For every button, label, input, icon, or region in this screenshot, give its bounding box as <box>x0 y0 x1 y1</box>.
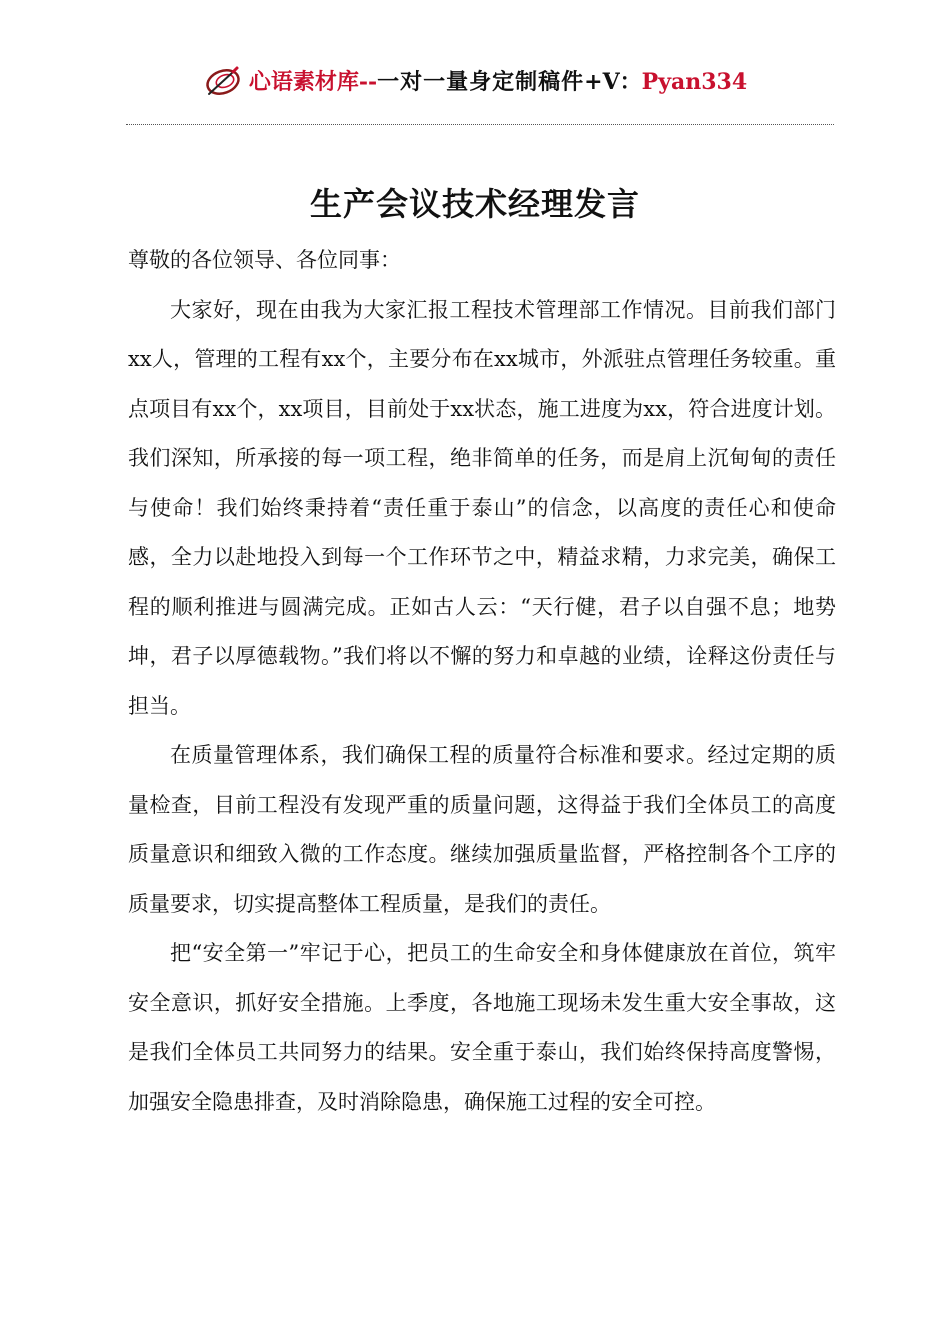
slogan: 一对一量身定制稿件 <box>377 69 585 95</box>
pen-swirl-icon <box>203 62 247 102</box>
salutation: 尊敬的各位领导、各位同事： <box>128 248 401 272</box>
header-text <box>249 62 747 102</box>
contact-id: Pyan334 <box>641 69 748 95</box>
page-header <box>0 62 950 102</box>
document-body <box>128 236 836 1127</box>
brand-dash: -- <box>358 69 378 95</box>
header-divider <box>126 124 834 125</box>
paragraph: 在质量管理体系，我们确保工程的质量符合标准和要求。经过定期的质量检查，目前工程没有发现严重的质量问题，这得益于我们全体员工的高度质量意识和细致入微的工作态度。继续加强质量监督，严格控制各个工序的质量要求，切实提高整体工程质量，是我们的责任。 <box>128 743 836 916</box>
brand-name: 心语素材库 <box>248 69 359 95</box>
paragraph: 把“安全第一”牢记于心，把员工的生命安全和身体健康放在首位，筑牢安全意识，抓好安全措施。上季度，各地施工现场未发生重大安全事故，这是我们全体员工共同努力的结果。安全重于泰山，我们始终保持高度警惕，加强安全隐患排查，及时消除隐患，确保施工过程的安全可控。 <box>128 941 836 1114</box>
paragraph: 大家好，现在由我为大家汇报工程技术管理部工作情况。目前我们部门xx人，管理的工程有xx个，主要分布在xx城市，外派驻点管理任务较重。重点项目有xx个，xx项目，目前处于xx状态，施工进度为xx，符合进度计划。我们深知，所承接的每一项工程，绝非简单的任务，而是肩上沉甸甸的责任与使命！我们始终秉持着“责任重于泰山”的信念，以高度的责任心和使命感，全力以赴地投入到每一个工作环节之中，精益求精，力求完美，确保工程的顺利推进与圆满完成。正如古人云：“天行健，君子以自强不息；地势坤，君子以厚德载物。”我们将以不懈的努力和卓越的业绩，诠释这份责任与担当。 <box>128 297 836 718</box>
document-title: 生产会议技术经理发言 <box>309 185 640 223</box>
contact-label: +V： <box>584 69 642 95</box>
